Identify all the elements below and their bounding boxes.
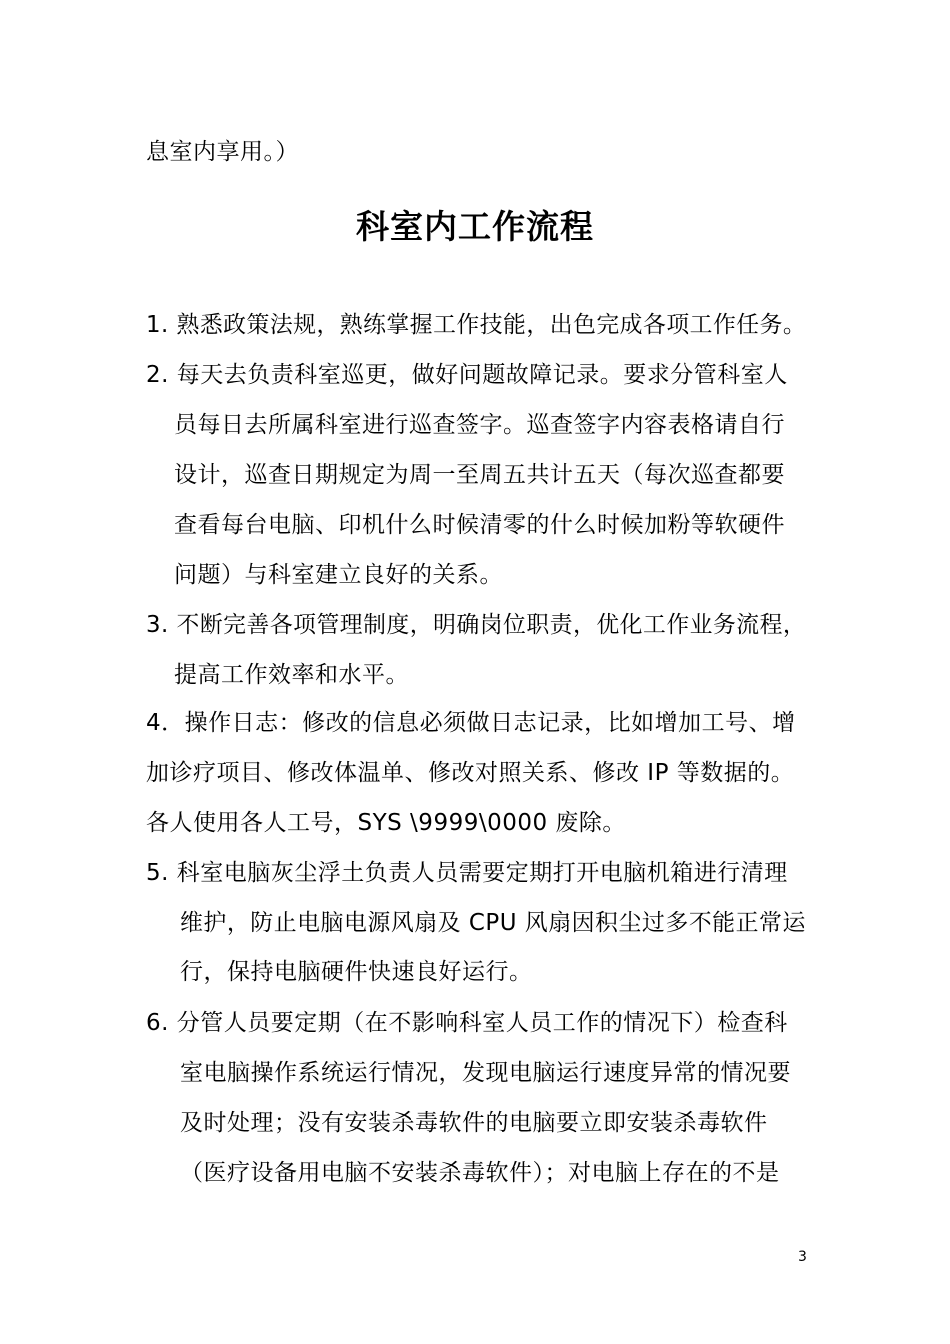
paragraph-line: 5. 科室电脑灰尘浮土负责人员需要定期打开电脑机箱进行清理	[146, 860, 788, 886]
paragraph-line: 各人使用各人工号，SYS \9999\0000 废除。	[146, 810, 626, 836]
page-title: 科室内工作流程	[356, 207, 594, 246]
paragraph-line: 设计，巡查日期规定为周一至周五共计五天（每次巡查都要	[174, 462, 785, 488]
paragraph-line: 2. 每天去负责科室巡更，做好问题故障记录。要求分管科室人	[146, 362, 788, 388]
paragraph-line: 行，保持电脑硬件快速良好运行。	[180, 959, 533, 985]
paragraph-line: 维护，防止电脑电源风扇及 CPU 风扇因积尘过多不能正常运	[180, 910, 806, 936]
continuation-text: 息室内享用。）	[146, 139, 299, 165]
paragraph-line: 4．操作日志：修改的信息必须做日志记录，比如增加工号、增	[146, 710, 796, 736]
paragraph-line: 室电脑操作系统运行情况，发现电脑运行速度异常的情况要	[180, 1060, 791, 1086]
paragraph-line: 提高工作效率和水平。	[174, 662, 409, 688]
paragraph-line: 员每日去所属科室进行巡查签字。巡查签字内容表格请自行	[174, 412, 785, 438]
paragraph-line: 1. 熟悉政策法规，熟练掌握工作技能，出色完成各项工作任务。	[146, 312, 807, 338]
paragraph-line: （医疗设备用电脑不安装杀毒软件）；对电脑上存在的不是	[180, 1160, 780, 1186]
paragraph-line: 及时处理；没有安装杀毒软件的电脑要立即安装杀毒软件	[180, 1110, 768, 1136]
paragraph-line: 问题）与科室建立良好的关系。	[174, 562, 503, 588]
page-number: 3	[798, 1249, 807, 1265]
paragraph-line: 3. 不断完善各项管理制度，明确岗位职责，优化工作业务流程，	[146, 612, 807, 638]
paragraph-line: 6. 分管人员要定期（在不影响科室人员工作的情况下）检查科	[146, 1010, 788, 1036]
paragraph-line: 加诊疗项目、修改体温单、修改对照关系、修改 IP 等数据的。	[146, 760, 795, 786]
paragraph-line: 查看每台电脑、印机什么时候清零的什么时候加粉等软硬件	[174, 512, 785, 538]
